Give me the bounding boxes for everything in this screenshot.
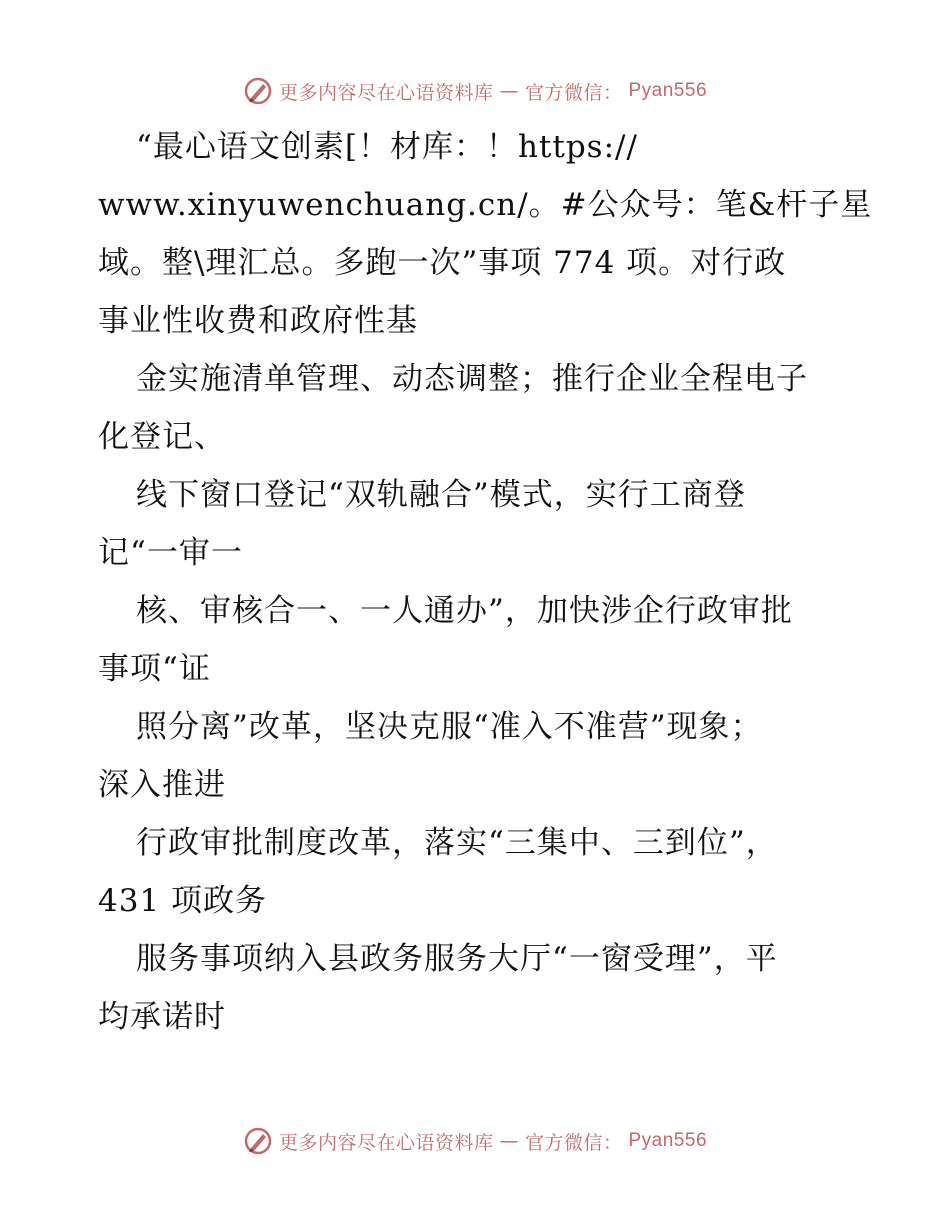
text-line: 深入推进 bbox=[98, 767, 226, 803]
text-line: 照分离”改革，坚决克服“准入不准营”现象； bbox=[136, 709, 763, 745]
text-line: 金实施清单管理、动态调整；推行企业全程电子 bbox=[136, 361, 808, 397]
header-watermark bbox=[0, 71, 950, 111]
text-line: 均承诺时 bbox=[98, 999, 226, 1035]
watermark-wechat-id: Pyan556 bbox=[628, 80, 708, 101]
document-body bbox=[98, 118, 873, 1046]
text-line: “最心语文创素[！材库：！https:// bbox=[136, 129, 638, 165]
text-line: www.xinyuwenchuang.cn/。#公众号：笔&杆子星 bbox=[98, 187, 873, 223]
text-line: 记“一审一 bbox=[98, 535, 243, 571]
pen-logo-icon bbox=[243, 1126, 273, 1156]
watermark-wechat-id: Pyan556 bbox=[628, 1130, 708, 1151]
text-line: 服务事项纳入县政务服务大厅“一窗受理”，平 bbox=[136, 941, 778, 977]
text-line: 化登记、 bbox=[98, 419, 226, 455]
watermark-separator: — bbox=[499, 80, 519, 102]
watermark-separator: — bbox=[499, 1130, 519, 1152]
pen-logo-icon bbox=[243, 76, 273, 106]
watermark-brand-text: 更多内容尽在心语资料库 bbox=[278, 1131, 494, 1154]
watermark-wechat-label: 官方微信： bbox=[524, 81, 623, 104]
text-line: 事业性收费和政府性基 bbox=[98, 303, 418, 339]
text-line: 域。整\理汇总。多跑一次”事项 774 项。对行政 bbox=[98, 245, 787, 281]
footer-watermark bbox=[0, 1121, 950, 1161]
text-line: 线下窗口登记“双轨融合”模式，实行工商登 bbox=[136, 477, 746, 513]
text-line: 事项“证 bbox=[98, 651, 211, 687]
text-line: 行政审批制度改革，落实“三集中、三到位”， bbox=[136, 825, 778, 861]
text-line: 核、审核合一、一人通办”，加快涉企行政审批 bbox=[136, 593, 793, 629]
text-line: 431 项政务 bbox=[98, 883, 268, 919]
watermark-wechat-label: 官方微信： bbox=[524, 1131, 623, 1154]
watermark-brand-text: 更多内容尽在心语资料库 bbox=[278, 81, 494, 104]
